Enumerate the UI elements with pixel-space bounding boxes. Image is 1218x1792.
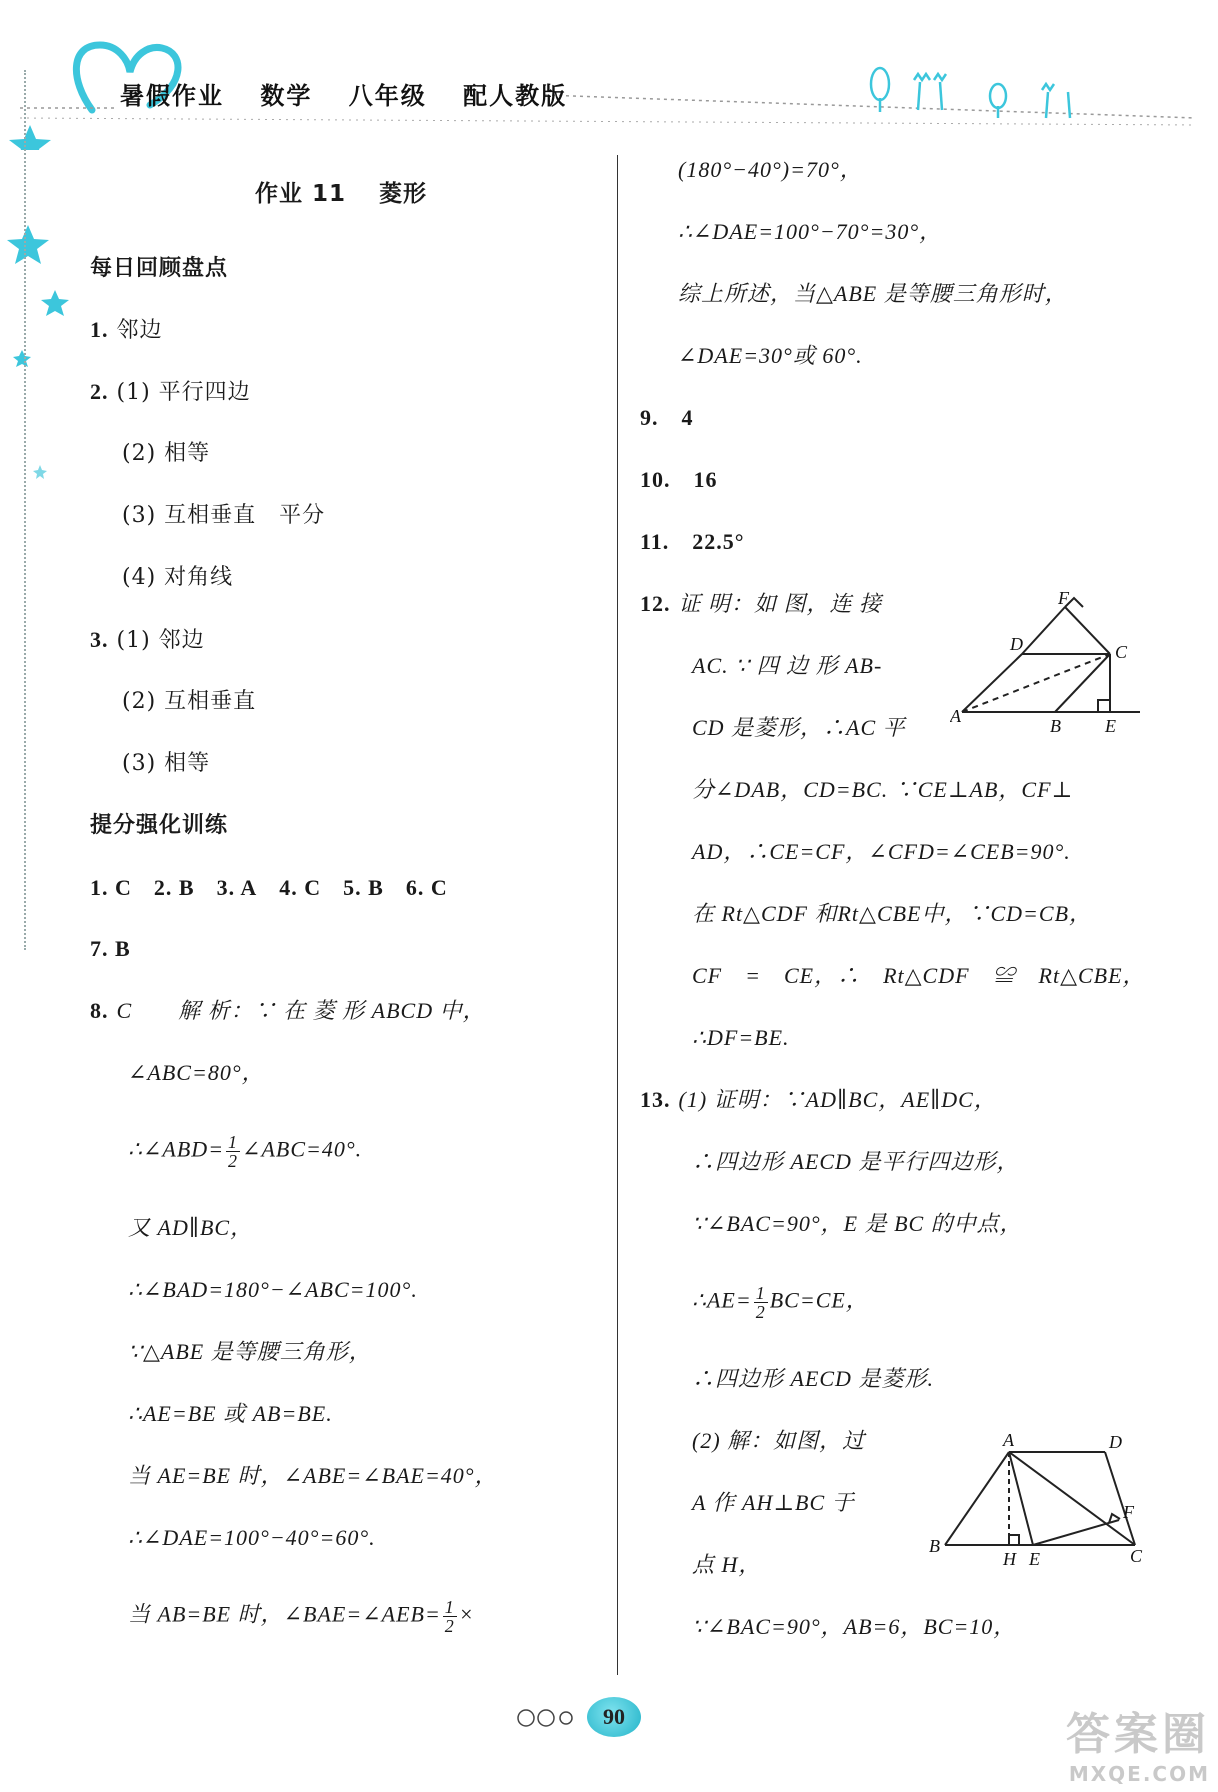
q8-line: ∴AE=BE 或 AB=BE. [128,1401,333,1426]
q8-cont-line: 综上所述，当△ABE 是等腰三角形时， [678,281,1068,306]
q2-item: (1) 平行四边 [116,380,251,405]
fraction-denominator: 2 [755,1302,766,1322]
q3-number: 3. [90,627,109,652]
fraction-numerator: 1 [755,1283,766,1303]
fraction-half [226,1133,240,1170]
q3-item: (1) 邻边 [116,628,205,653]
q8-line: ∴∠DAE=100°−40°=60°. [128,1525,376,1550]
q8-line-part: ∴∠ABD= [128,1136,225,1162]
q2-item: (2) 相等 [122,441,211,466]
page-number-decoration [510,1700,590,1736]
q13-line: ∴四边形 AECD 是菱形. [692,1366,934,1391]
fig2-label: B [929,1536,940,1556]
q13-line: (2) 解：如图，过 [692,1428,866,1453]
q8-line: 当 AE=BE 时，∠ABE=∠BAE=40°， [128,1463,498,1488]
left-margin-dots [24,70,26,950]
grade-label: 八年级 [348,82,427,110]
fig1-label: F [1058,592,1069,608]
title-topic: 菱形 [379,181,428,207]
q8-line: ∠ABC=80°， [128,1060,265,1085]
mc-answer: 3. A [216,875,258,900]
answer-12 [640,589,882,620]
q13-line: ∴四边形 AECD 是平行四边形， [692,1149,1020,1174]
q13-line: (1) 证明：∵AD∥BC，AE∥DC， [678,1087,997,1112]
header-title [120,76,593,111]
answer-7: 7. B [90,936,131,961]
fraction-denominator: 2 [228,1151,239,1171]
fig2-label: F [1123,1502,1134,1522]
star-icons [9,125,51,150]
q8-line-part: × [458,1601,475,1627]
mc-answer: 5. B [343,875,384,900]
q12-line: AD，∴CE=CF，∠CFD=∠CEB=90°. [692,839,1071,864]
q2-item: (4) 对角线 [122,565,234,590]
q8-line-part: 当 AB=BE 时，∠BAE=∠AEB= [128,1601,441,1627]
mc-answer: 6. C [405,875,448,900]
q2-item: (3) 互相垂直 平分 [122,503,326,528]
figure-rhombus-2 [925,1430,1150,1570]
q8-line-part: ∠ABC=40°. [242,1136,363,1162]
answer-8-line [90,996,590,1027]
answer-10: 10. 16 [640,467,718,492]
q12-line: 分∠DAB，CD=BC. ∵CE⊥AB，CF⊥ [692,777,1074,802]
header-decoration [0,0,1218,150]
page-number: 90 [587,1697,641,1737]
tree-icons [871,68,1070,118]
q8-cont-line: ∴∠DAE=100°−70°=30°， [678,219,943,244]
watermark-url: MXQE.COM [1068,1762,1210,1786]
q8-line [128,1133,362,1170]
column-divider [617,155,618,1675]
fig1-label: A [950,706,961,726]
edition-label: 配人教版 [463,82,568,110]
mc-answer: 2. B [153,875,195,900]
q12-line: ∴DF=BE. [692,1025,790,1050]
subject-label: 数学 [260,82,313,110]
title-number: 作业 11 [255,181,347,207]
fraction-denominator: 2 [444,1616,455,1636]
q13-line: 点 H， [692,1552,762,1577]
q8-text: C 解 析：∵ 在 菱 形 ABCD 中， [116,998,486,1023]
answer-13 [640,1085,997,1116]
q1-text: 邻边 [116,318,163,343]
q1-number: 1. [90,317,109,342]
q8-line [128,1598,475,1635]
q13-line: ∵∠BAC=90°，E 是 BC 的中点， [692,1211,1023,1236]
fraction-numerator: 1 [444,1597,455,1617]
fig1-label: D [1010,634,1023,654]
q12-line: 证 明：如 图，连 接 [678,591,883,616]
fig1-label: C [1115,642,1128,662]
q13-number: 13. [640,1087,671,1112]
fraction-half [443,1598,457,1635]
q13-line-part: BC=CE， [769,1287,869,1313]
q8-line: ∴∠BAD=180°−∠ABC=100°. [128,1277,418,1302]
mc-answer: 4. C [279,875,322,900]
figure-rhombus-1 [950,592,1150,742]
side-star-icons [0,220,80,480]
practice-heading: 提分强化训练 [90,813,229,838]
q13-line-part: ∴AE= [692,1287,752,1313]
fig1-label: E [1105,716,1116,736]
q12-number: 12. [640,591,671,616]
series-label: 暑假作业 [120,82,224,110]
q8-line: 又 AD∥BC， [128,1215,254,1240]
q8-number: 8. [90,998,109,1023]
watermark [1066,1698,1210,1786]
fig2-label: D [1109,1432,1122,1452]
q2-number: 2. [90,379,109,404]
fig2-label: E [1029,1549,1040,1569]
answer-1 [90,315,163,346]
fig2-label: A [1003,1430,1014,1450]
mc-answer: 1. C [90,875,132,900]
q8-cont-line: (180°−40°)=70°， [678,157,863,182]
answer-2 [90,377,251,408]
q13-line [692,1284,869,1321]
answer-11: 11. 22.5° [640,529,745,554]
fraction-half [754,1284,768,1321]
q12-line: AC. ∵ 四 边 形 AB- [692,653,883,678]
review-heading: 每日回顾盘点 [90,256,229,281]
mc-answers-row [90,873,448,904]
watermark-logo-text: 答案圈 [1066,1709,1210,1760]
q8-cont-line: ∠DAE=30°或 60°. [678,343,863,368]
q12-line: CF = CE，∴ Rt△CDF ≌ Rt△CBE， [692,963,1146,988]
q12-line: 在 Rt△CDF 和Rt△CBE中，∵CD=CB， [692,901,1093,926]
fig2-label: C [1130,1546,1143,1566]
fig2-label: H [1003,1549,1016,1569]
answer-3 [90,625,205,656]
fig1-label: B [1050,716,1061,736]
q12-line: CD 是菱形，∴AC 平 [692,715,906,740]
q8-line: ∵△ABE 是等腰三角形， [128,1339,372,1364]
page-title [255,175,427,208]
q13-line: A 作 AH⊥BC 于 [692,1490,855,1515]
q3-item: (2) 互相垂直 [122,689,257,714]
q13-line: ∵∠BAC=90°，AB=6，BC=10， [692,1614,1017,1639]
q3-item: (3) 相等 [122,751,211,776]
answer-9: 9. 4 [640,405,694,430]
fraction-numerator: 1 [228,1132,239,1152]
